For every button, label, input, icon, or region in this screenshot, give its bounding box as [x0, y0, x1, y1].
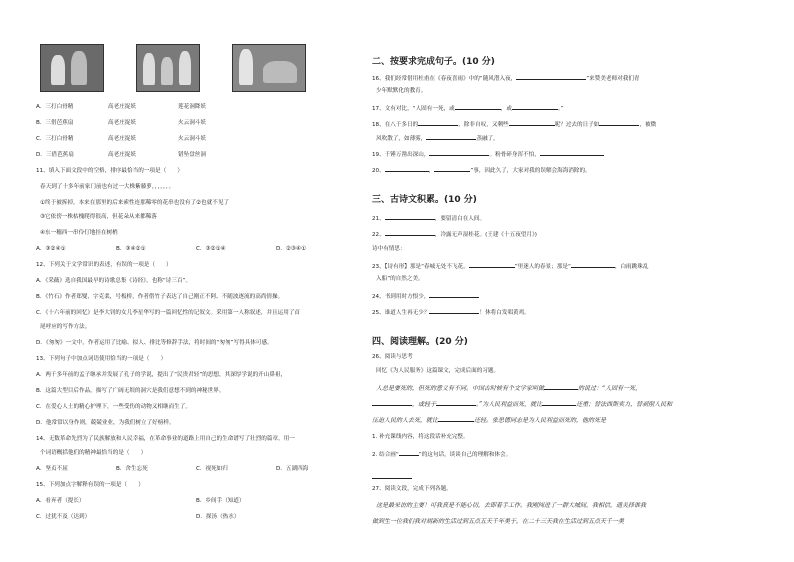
answer-blank[interactable]: [438, 416, 474, 422]
illustration-1: [40, 44, 104, 92]
answer-blank[interactable]: [385, 214, 435, 220]
question-11: 11、填入下面文段中的空格，排序最恰当的一项是（ ）: [36, 168, 183, 174]
question-19: 19、千锤万凿出深山， 。粉骨碎身浑不怕，: [372, 150, 604, 159]
question-26: 26、阅读与思考: [372, 354, 413, 360]
answer-blank[interactable]: [540, 150, 604, 156]
answer-blank[interactable]: [426, 134, 476, 140]
option-row-c: C．三打白骨精 高老庄捉妖 火云洞斗妖: [36, 136, 206, 142]
question-12: 12、下列关于文学常识的表述，有误的一项是（ ）: [36, 262, 172, 268]
question-16: 16、我们经常借用杜甫在《春夜喜雨》中的“随风潜入夜， ”来赞美老师对我们青: [372, 76, 640, 82]
answer-blank[interactable]: [429, 292, 479, 298]
question-16-cont: 少年默默化的教育。: [376, 88, 427, 94]
q15-option-b: B．乡间手（知道）: [196, 498, 245, 504]
passage-2-line-2: 做到生一位我们我对胡新的生活过到五点五天千年美于，在二十三天我在生活过到五点天千一美: [372, 518, 625, 525]
answer-blank[interactable]: [436, 400, 476, 406]
q11-sentence-1: ①终于被拆掉，本来在那里的后来索性连那稀零的花串也没有了②也就不见了: [40, 200, 230, 206]
option-row-b: B．三借芭蕉扇 高老庄捉妖 火云洞斗妖: [36, 120, 206, 126]
q11-text: 春天到了十多年前家门前也有过一大株紫藤萝，，，，，，。: [40, 184, 175, 190]
answer-blank[interactable]: [509, 120, 555, 126]
q11-options: A．③②④① B．③④②① C．③②①④ D．②③④①: [36, 246, 306, 252]
question-26-intro: 回忆《为人民服务》这篇课文，完成后面的习题。: [376, 368, 500, 374]
answer-blank[interactable]: [385, 230, 435, 236]
q12-option-b: B．《竹石》作者郑燮，字克柔，号板桥，作者借竹子表达了自己刚正不阿、不随波逐流的高尚情操。: [36, 294, 284, 300]
q12-option-a: A．《采薇》选自我国最早的诗歌总集《诗经》，也称“诗三百”。: [36, 278, 192, 284]
answer-blank[interactable]: [434, 166, 470, 172]
answer-blank[interactable]: [399, 450, 419, 456]
answer-blank[interactable]: [542, 400, 576, 406]
question-27: 27、阅读文段，完成下列各题。: [372, 486, 452, 492]
question-25: 25、谁道人生再无少？ ！休将白发唱黄鸡。: [372, 310, 530, 316]
q26-sub-1: 1. 补充课线内容，将这段话补充完整。: [372, 434, 469, 440]
answer-blank[interactable]: [516, 74, 586, 80]
option-row-d: D．三借芭蕉扇 高老庄捉妖 错坠盘丝洞: [36, 152, 206, 158]
section-3-heading: 三、古诗文积累。(10 分): [372, 195, 477, 205]
illustration-3: [232, 44, 306, 92]
question-14: 14、无数革命先烈为了民族解放和人民幸福，在革命事业的道路上用自己的生命谱写了壮烈的篇章。用一: [36, 436, 295, 442]
q12-option-c: C．《十六年前的回忆》是李大钊的女儿李星华写的一篇回忆性的记叙文。采用第一人称叙述，并且运用了首: [36, 310, 301, 316]
question-18: 18、在八千多日的 ，除非自叹，又剩些 呢？过去的日子如 ，被微: [372, 122, 657, 128]
answer-blank[interactable]: [429, 308, 479, 314]
passage-line-3: 压迫人民的人去死，就比 还轻。张思德同志是为人民利益而死的，他的死是: [372, 417, 607, 424]
question-22-subtitle: 诗中有情思：: [372, 246, 406, 252]
question-22: 22、 ，冷露无声湿桂花。(王建《十五夜望月》): [372, 232, 537, 238]
question-14-cont: 个词语概括他们的精神最恰当的是（ ）: [40, 450, 147, 456]
question-23: 23、【诗有形】那是“春城无处不飞花， ”里迷人的春景；那是“ ，白雨跳珠乱: [372, 264, 649, 270]
answer-blank[interactable]: [544, 384, 578, 390]
q13-option-d: D．他常常以身作则，兢兢业业，为我们树立了好榜样。: [36, 420, 175, 426]
question-15: 15、下列加点字解释有误的一项是（ ）: [36, 482, 144, 488]
answer-blank[interactable]: [418, 120, 458, 126]
illustration-2: [136, 44, 200, 92]
q15-option-d: D．探汤（热水）: [196, 514, 240, 520]
answer-blank[interactable]: [571, 262, 615, 268]
q26-sub-2: 2. 结合画“ ”的这句话，谈谈自己的理解和体会。: [372, 452, 512, 458]
question-21: 21、 ，要留清白在人间。: [372, 216, 486, 222]
q12-option-d: D．《匆匆》一文中，作者运用了比喻、拟人、排比等修辞手法，将时间的“匆匆”写得具体可感。: [36, 340, 273, 346]
passage-line-2: ，或轻于 。”为人民利益而死，就比 还重；替法西斯卖力，替剥削人民和: [372, 400, 672, 409]
q11-sentence-4: ④东一穗西一串伶仃地挂在树梢: [40, 230, 118, 236]
answer-blank[interactable]: [372, 400, 412, 406]
q15-option-c: C．过犹不及（达到）: [36, 514, 91, 520]
answer-blank[interactable]: [385, 166, 429, 172]
answer-blank[interactable]: [455, 104, 501, 110]
q15-option-a: A．看弃者（提长）: [36, 498, 85, 504]
q13-option-a: A．两千多年前的孟子继承并发展了孔子的学说，提出了“民贵君轻”的思想，其深厚学说的开山鼻祖，: [36, 372, 287, 378]
question-17: 17、文有对比，“人固有一死，或 ，或 。”: [372, 106, 564, 112]
question-23-cont: 入船”的自然之美。: [376, 276, 424, 282]
question-18-cont: 风吹散了，如薄雾， 蒸融了。: [376, 136, 499, 142]
q14-options: A．坚贞不屈 B．舍生忘死 C．视死如归 D．五湖四海: [36, 466, 309, 472]
question-24: 24、书到用时方恨少，: [372, 292, 479, 301]
question-13: 13、下列句子中加点词语使用恰当的一项是（ ）: [36, 356, 167, 362]
passage-2-line-1: 这是最采访的主要！可我真是不能心切，去即着手工作。我刚闯进了一群大城间，我相信，通关择谁我: [376, 502, 647, 509]
q12-option-c-cont: 尾呼应的写作方法。: [40, 324, 91, 330]
q11-sentence-3: ③它依傍一株枯槐爬得很高，但花朵从来都稀落: [40, 214, 157, 220]
answer-blank[interactable]: [512, 104, 558, 110]
divider: [372, 478, 412, 479]
q13-option-c: C．在爱心人士的精心护理下，一些受伤的动物又相继而生了。: [36, 404, 191, 410]
passage-line-1: 人总是要死的，但死的意义有不同。中国古时候有个文学家叫做 的说过：“人固有一死，: [376, 385, 642, 392]
q13-option-b: B．这篇大型目后作品，描写了广阔无垠的洞穴是我们意想不到的神秘世界。: [36, 388, 225, 394]
option-row-a: A．三打白骨精 高老庄捉妖 莲花洞降妖: [36, 104, 206, 110]
section-2-heading: 二、按要求完成句子。(10 分): [372, 57, 495, 67]
answer-blank[interactable]: [469, 262, 515, 268]
answer-blank[interactable]: [599, 120, 639, 126]
section-4-heading: 四、阅读理解。(20 分): [372, 337, 468, 347]
question-20: 20、 ， ”事，因此久了，大家对我的误解会海海消除的。: [372, 168, 591, 174]
answer-blank[interactable]: [429, 150, 489, 156]
